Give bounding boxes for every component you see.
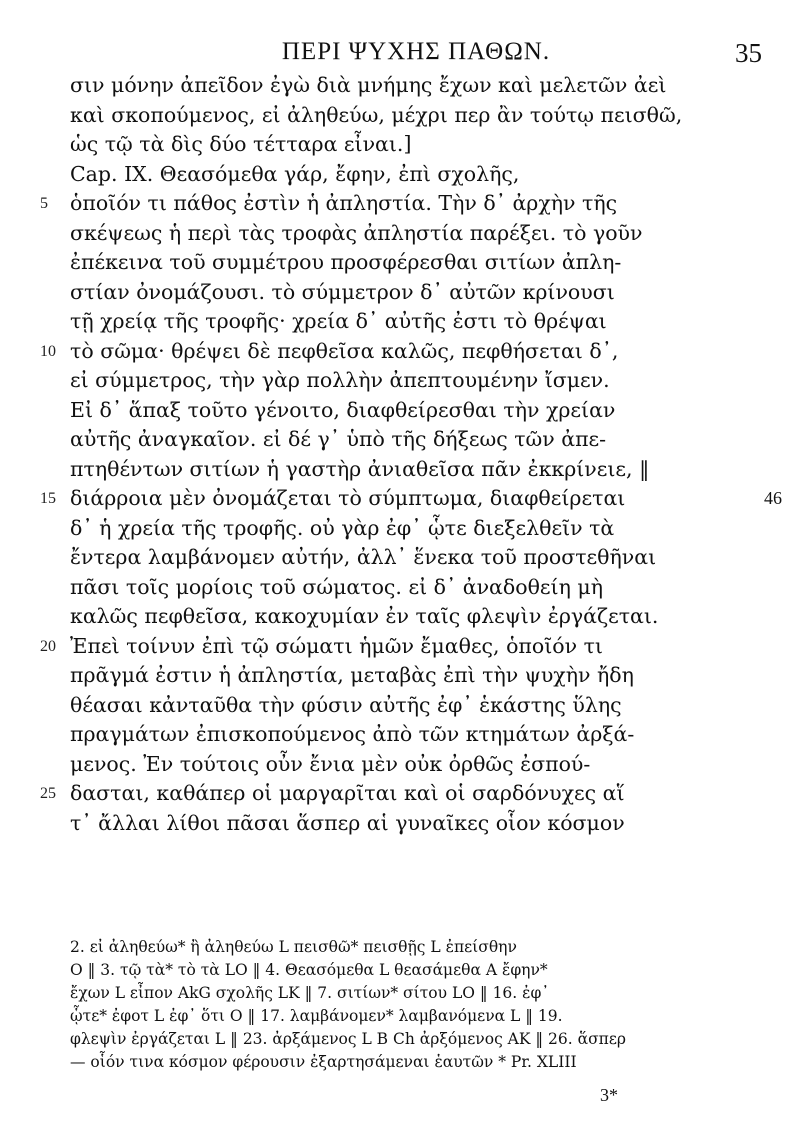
text-line xyxy=(0,661,800,691)
text-line xyxy=(0,809,800,839)
text-line xyxy=(0,543,800,573)
apparatus-line: φλεψὶν ἐργάζεται L ‖ 23. ἀρξάμενος L B Ch ἀρξόμενος AK ‖ 26. ἅσπερ xyxy=(70,1030,627,1048)
line-text: πᾶσι τοῖς μορίοις τοῦ σώματος. εἰ δ᾽ ἀναδοθείη μὴ xyxy=(70,574,603,599)
text-line xyxy=(0,219,800,249)
line-text: εἰ σύμμετρος, τὴν γὰρ πολλὴν ἀπεπτουμένην ἴσμεν. xyxy=(70,368,610,392)
text-line xyxy=(0,573,800,603)
text-line xyxy=(0,160,800,190)
line-text: αὐτῆς ἀναγκαῖον. εἰ δέ γ᾽ ὑπὸ τῆς δήξεως τῶν ἀπε- xyxy=(70,427,607,451)
main-text xyxy=(0,71,800,838)
apparatus-line: O ‖ 3. τῷ τὰ* τὸ τὰ LO ‖ 4. Θεασόμεθα L θεασάμεθα A ἔφην* xyxy=(70,961,548,979)
line-text: δ᾽ ἡ χρεία τῆς τροφῆς. οὐ γὰρ ἐφ᾽ ᾧτε διεξελθεῖν τὰ xyxy=(70,515,615,540)
line-text: μενος. Ἐν τούτοις οὖν ἔνια μὲν οὐκ ὀρθῶς ἐσπού- xyxy=(70,751,591,776)
critical-apparatus xyxy=(70,936,760,1074)
text-line xyxy=(0,455,800,485)
line-text: πτηθέντων σιτίων ἡ γαστὴρ ἀνιαθεῖσα πᾶν ἐκκρίνειε, ‖ xyxy=(70,456,650,481)
text-line xyxy=(0,602,800,632)
line-text: ὁποῖόν τι πάθος ἐστὶν ἡ ἀπληστία. Τὴν δ᾽ ἀρχὴν τῆς xyxy=(70,191,618,215)
margin-reference: 46 xyxy=(764,488,782,508)
text-line xyxy=(0,307,800,337)
text-line xyxy=(0,720,800,750)
apparatus-line: ᾧτε* ἐφοτ L ἐφ᾽ ὅτι O ‖ 17. λαμβάνομεν* λαμβανόμενα L ‖ 19. xyxy=(70,1007,563,1025)
line-text: σιν μόνην ἀπεῖδον ἐγὼ διὰ μνήμης ἔχων καὶ μελετῶν ἀεὶ xyxy=(70,73,667,97)
line-text: καλῶς πεφθεῖσα, κακοχυμίαν ἐν ταῖς φλεψὶν ἐργάζεται. xyxy=(70,604,659,628)
line-text: διάρροια μὲν ὀνομάζεται τὸ σύμπτωμα, διαφθείρεται xyxy=(70,486,626,510)
line-text: θέασαι κἀνταῦθα τὴν φύσιν αὐτῆς ἐφ᾽ ἑκάστης ὕλης xyxy=(70,692,622,717)
line-text: πραγμάτων ἐπισκοπούμενος ἀπὸ τῶν κτημάτων ἀρξά- xyxy=(70,722,635,746)
signature-mark: 3* xyxy=(600,1085,618,1105)
running-title: ΠΕΡΙ ΨΥΧΗΣ ΠΑΘΩΝ. xyxy=(281,38,551,65)
line-text: Εἰ δ᾽ ἅπαξ τοῦτο γένοιτο, διαφθείρεσθαι τὴν χρείαν xyxy=(70,397,616,422)
line-text: τ᾽ ἄλλαι λίθοι πᾶσαι ἅσπερ αἱ γυναῖκες οἷον κόσμον xyxy=(70,810,625,835)
line-text: Ἐπεὶ τοίνυν ἐπὶ τῷ σώματι ἡμῶν ἔμαθες, ὁποῖόν τι xyxy=(70,633,603,658)
text-line xyxy=(0,130,800,160)
text-line xyxy=(0,425,800,455)
line-text: δασται, καθάπερ οἱ μαργαρῖται καὶ οἱ σαρδόνυχες αἵ xyxy=(70,781,625,805)
text-line xyxy=(0,396,800,426)
text-line xyxy=(0,691,800,721)
text-line xyxy=(0,484,800,514)
line-text: τὸ σῶμα· θρέψει δὲ πεφθεῖσα καλῶς, πεφθήσεται δ᾽, xyxy=(70,338,619,363)
line-text: ἔντερα λαμβάνομεν αὐτήν, ἀλλ᾽ ἕνεκα τοῦ προστεθῆναι xyxy=(70,545,657,569)
text-line xyxy=(0,71,800,101)
line-text: σκέψεως ἡ περὶ τὰς τροφὰς ἀπληστία παρέξει. τὸ γοῦν xyxy=(70,220,643,245)
text-line xyxy=(0,189,800,219)
line-text: στίαν ὀνομάζουσι. τὸ σύμμετρον δ᾽ αὐτῶν κρίνουσι xyxy=(70,279,615,304)
text-line xyxy=(0,101,800,131)
line-text: τῇ χρείᾳ τῆς τροφῆς· χρεία δ᾽ αὐτῆς ἐστι τὸ θρέψαι xyxy=(70,309,607,333)
line-text: καὶ σκοπούμενος, εἰ ἀληθεύω, μέχρι περ ἂν τούτῳ πεισθῶ, xyxy=(70,102,683,127)
apparatus-line: 2. εἰ ἀληθεύω* ἢ ἀληθεύω L πεισθῶ* πεισθῇς L ἐπείσθην xyxy=(70,938,517,956)
apparatus-line: — οἷόν τινα κόσμον φέρουσιν ἐξαρτησάμεναι ἑαυτῶν * Pr. XLIII xyxy=(70,1053,577,1071)
apparatus-line: ἔχων L εἶπον AkG σχολῆς LK ‖ 7. σιτίων* σίτου LO ‖ 16. ἐφ᾽ xyxy=(70,984,550,1002)
text-line xyxy=(0,278,800,308)
line-text: Cap. IX. Θεασόμεθα γάρ, ἔφην, ἐπὶ σχολῆς, xyxy=(70,161,520,186)
line-text: ὡς τῷ τὰ δὶς δύο τέτταρα εἶναι.] xyxy=(70,132,412,156)
page-number: 35 xyxy=(735,38,762,68)
line-number: 5 xyxy=(40,195,48,212)
text-line xyxy=(0,366,800,396)
line-number: 10 xyxy=(40,342,56,360)
line-text: πρᾶγμά ἐστιν ἡ ἀπληστία, μεταβὰς ἐπὶ τὴν ψυχὴν ἤδη xyxy=(70,663,634,687)
text-line xyxy=(0,248,800,278)
line-text: ἐπέκεινα τοῦ συμμέτρου προσφέρεσθαι σιτίων ἀπλη- xyxy=(70,250,622,274)
line-number: 15 xyxy=(40,490,56,507)
text-line xyxy=(0,779,800,809)
line-number: 20 xyxy=(40,637,56,655)
text-line xyxy=(0,750,800,780)
text-line xyxy=(0,632,800,662)
text-line xyxy=(0,337,800,367)
line-number: 25 xyxy=(40,785,56,802)
text-line xyxy=(0,514,800,544)
